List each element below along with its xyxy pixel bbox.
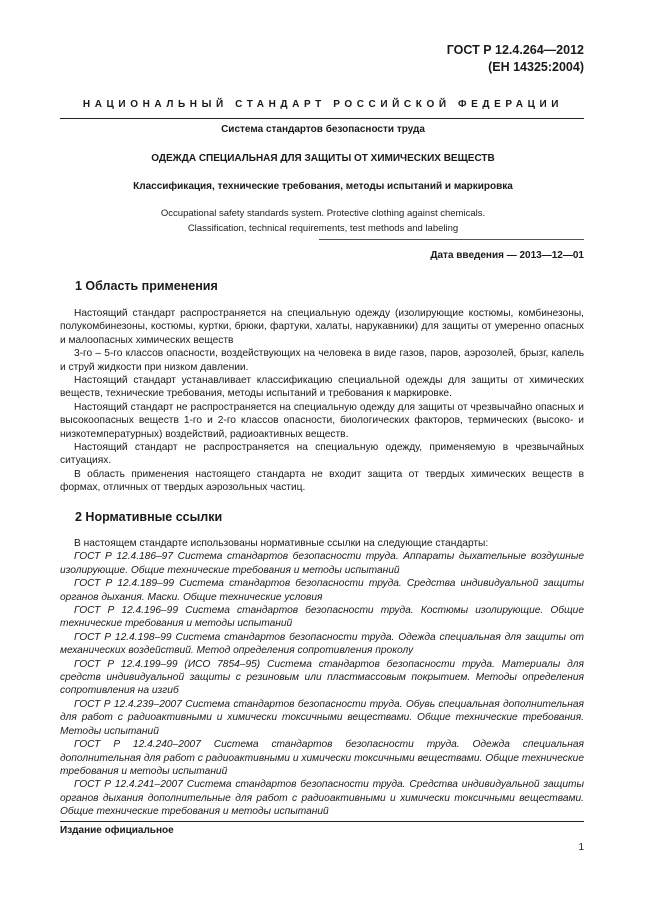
gost-code: ГОСТ Р 12.4.264—2012 xyxy=(446,43,584,57)
normative-reference: ГОСТ Р 12.4.239–2007 Система стандартов безопасности труда. Обувь специальная дополнительная для работ с радиоактивными и химически токсичными веществами. Общие технические требования. Методы испытаний xyxy=(60,698,584,737)
system-title: Система стандартов безопасности труда xyxy=(221,124,425,135)
normative-reference: ГОСТ Р 12.4.189–99 Система стандартов безопасности труда. Средства индивидуальной защиты органов дыхания. Маски. Общие технические условия xyxy=(60,578,584,603)
gost-code-block xyxy=(447,42,584,76)
subtitle: Классификация, технические требования, методы испытаний и маркировка xyxy=(133,181,513,192)
english-title-line-1: Occupational safety standards system. Protective clothing against chemicals. xyxy=(160,208,486,219)
section-2-body xyxy=(60,537,584,819)
section-2-heading: 2 Нормативные ссылки xyxy=(75,510,223,524)
en-code: (ЕН 14325:2004) xyxy=(488,60,584,74)
footer-rule xyxy=(60,821,584,822)
paragraph: Настоящий стандарт устанавливает классификацию специальной одежды для защиты от химических веществ, технические требования, методы испытаний и требования к маркировке. xyxy=(60,375,584,400)
paragraph: В настоящем стандарте использованы нормативные ссылки на следующие стандарты: xyxy=(74,538,489,549)
section-1-body xyxy=(60,307,584,495)
page-number: 1 xyxy=(578,842,584,853)
main-title: ОДЕЖДА СПЕЦИАЛЬНАЯ ДЛЯ ЗАЩИТЫ ОТ ХИМИЧЕСКИХ ВЕЩЕСТВ xyxy=(151,153,495,164)
paragraph: Настоящий стандарт распространяется на специальную одежду (изолирующие костюмы, комбинезоны, полукомбинезоны, костюмы, куртки, брюки, фартуки, халаты, нарукавники) для защиты от умеренно опасных и малоопасных химических веществ xyxy=(60,308,584,346)
paragraph: 3-го – 5-го классов опасности, воздействующих на человека в виде газов, паров, аэрозолей, брызг, капель и струй жидкости при низком давлении. xyxy=(60,348,584,373)
header-rule xyxy=(60,118,584,119)
english-title-line-2: Classification, technical requirements, test methods and labeling xyxy=(187,223,459,234)
section-1-heading: 1 Область применения xyxy=(75,279,218,293)
paragraph: В область применения настоящего стандарта не входит защита от твердых химических веществ в формах, отличных от твердых аэрозольных частиц. xyxy=(60,468,584,494)
paragraph: Настоящий стандарт не распространяется на специальную одежду, применяемую в чрезвычайных ситуациях. xyxy=(60,442,584,467)
national-standard-title: НАЦИОНАЛЬНЫЙ СТАНДАРТ РОССИЙСКОЙ ФЕДЕРАЦИИ xyxy=(82,99,564,110)
normative-reference: ГОСТ Р 12.4.240–2007 Система стандартов безопасности труда. Одежда специальная дополнительная для работ с радиоактивными и химически токсичными веществами. Общие технические требования и методы испытаний xyxy=(60,739,584,777)
normative-reference: ГОСТ Р 12.4.186–97 Система стандартов безопасности труда. Аппараты дыхательные воздушные изолирующие. Общие технические требования и методы испытаний xyxy=(60,551,584,576)
normative-reference: ГОСТ Р 12.4.199–99 (ИСО 7854–95) Система стандартов безопасности труда. Материалы для средств индивидуальной защиты с резиновым или пластмассовым покрытием. Методы определения сопротивления на изгиб xyxy=(60,658,584,697)
normative-reference: ГОСТ Р 12.4.196–99 Система стандартов безопасности труда. Костюмы изолирующие. Общие технические требования и методы испытаний xyxy=(60,605,584,630)
intro-date: Дата введения — 2013—12—01 xyxy=(430,250,584,261)
normative-reference: ГОСТ Р 12.4.241–2007 Система стандартов безопасности труда. Средства индивидуальной защиты органов дыхания дополнительные для работ с радиоактивными и химически токсичными веществами. Общие технические требования и методы испытаний xyxy=(60,779,584,818)
normative-reference: ГОСТ Р 12.4.198–99 Система стандартов безопасности труда. Одежда специальная для защиты от механических воздействий. Метод определения сопротивления проколу xyxy=(60,631,584,657)
paragraph: Настоящий стандарт не распространяется на специальную одежду для защиты от чрезвычайно опасных и высокоопасных веществ 1-го и 2-го классов опасности, биологических факторов, термических (высоко- и низкотемпературных) воздействий, радиоактивных веществ. xyxy=(60,401,584,440)
title-rule xyxy=(319,239,584,240)
edition-label: Издание официальное xyxy=(60,825,174,836)
